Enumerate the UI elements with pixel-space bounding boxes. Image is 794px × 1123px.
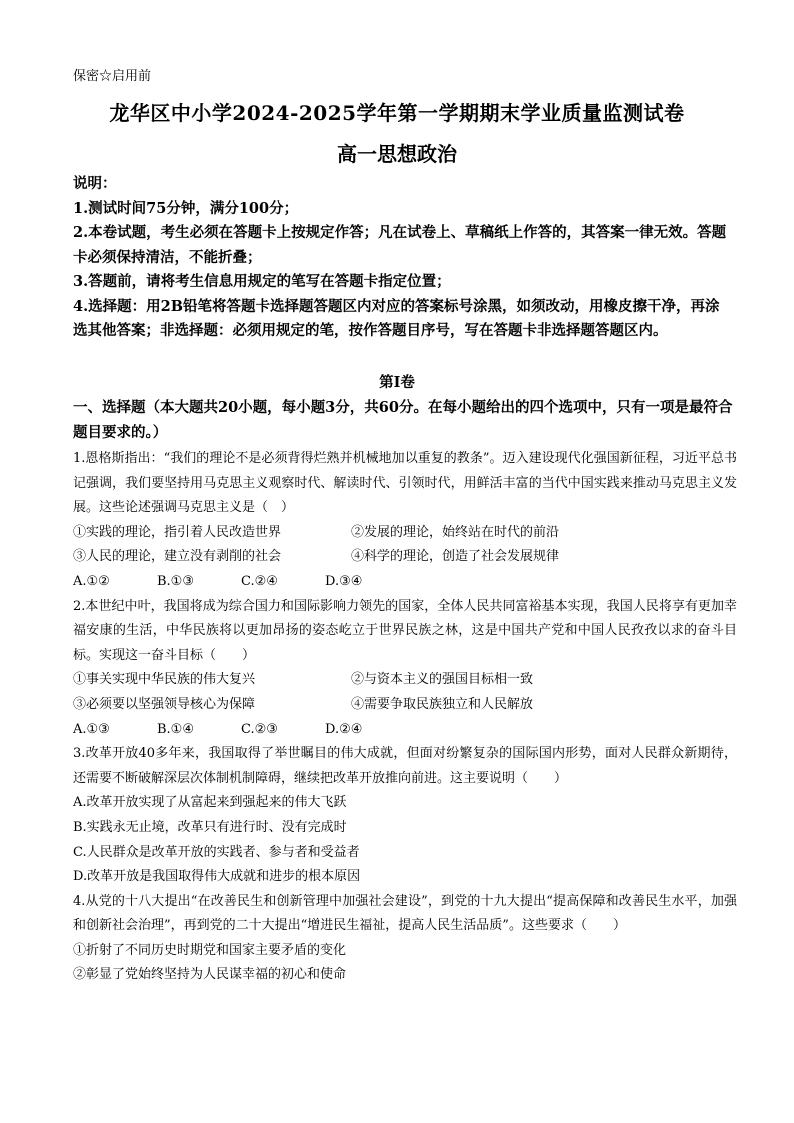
- choice-option: A.改革开放实现了从富起来到强起来的伟大飞跃: [73, 795, 347, 811]
- instruction-item: 4.选择题：用2B铅笔将答题卡选择题答题区内对应的答案标号涂黑，如须改动，用橡皮擦干净，再涂选其他答案；非选择题：必须用规定的笔，按作答题目序号，写在答题卡非选择题答题区内。: [73, 297, 720, 339]
- question-list: [73, 447, 737, 988]
- question-stem: 2.本世纪中叶，我国将成为综合国力和国际影响力领先的国家，全体人民共同富裕基本实现，我国人民将享有更加幸福安康的生活，中华民族将以更加昂扬的姿态屹立于世界民族之林，这是中国共产党和中国人民孜孜以求的奋斗目标。实现这一奋斗目标（ ）: [73, 598, 737, 663]
- answer-choice: B.①③: [157, 573, 194, 589]
- statement-option: ④科学的理论，创造了社会发展规律: [351, 549, 560, 565]
- confidential-label: 保密☆启用前: [73, 69, 152, 84]
- statement-option: ③必须要以坚强领导核心为保障: [73, 696, 256, 712]
- question-stem: 1.恩格斯指出：“我们的理论不是必须背得烂熟并机械地加以重复的教条”。迈入建设现代化强国新征程，习近平总书记强调，我们要坚持用马克思主义观察时代、解读时代、引领时代，用鲜活丰富的当代中国实践来推动马克思主义发展。这些论述强调马克思主义是（ ）: [73, 451, 737, 516]
- statement-option: ①事关实现中华民族的伟大复兴: [73, 672, 256, 688]
- instruction-item: 1.测试时间75分钟，满分100分；: [73, 199, 299, 217]
- exam-title: 龙华区中小学2024-2025学年第一学期期末学业质量监测试卷: [109, 101, 685, 125]
- instructions-heading: 说明：: [73, 175, 117, 192]
- option-row: [73, 668, 737, 693]
- answer-choice: B.①④: [157, 721, 194, 737]
- answer-choice: C.②③: [241, 721, 278, 737]
- answer-choice: D.②④: [325, 721, 363, 737]
- statement-option: ①实践的理论，指引着人民改造世界: [73, 524, 282, 540]
- statement-option: ②发展的理论，始终站在时代的前沿: [351, 524, 560, 540]
- answer-choices: [73, 570, 737, 595]
- answer-choice: A.①③: [73, 721, 110, 737]
- answer-choice: A.①②: [73, 573, 110, 589]
- instruction-item: 3.答题前，请将考生信息用规定的笔写在答题卡指定位置；: [73, 273, 451, 290]
- option-row: [73, 545, 737, 570]
- volume-heading: 第Ⅰ卷: [379, 374, 415, 391]
- exam-subtitle: 高一思想政治: [337, 142, 457, 166]
- statement-option: ②彰显了党始终坚持为人民谋幸福的初心和使命: [73, 967, 347, 983]
- instruction-item: 2.本卷试题，考生必须在答题卡上按规定作答；凡在试卷上、草稿纸上作答的，其答案一律无效。答题卡必须保持清洁，不能折叠；: [73, 224, 727, 266]
- question-stem: 4.从党的十八大提出“在改善民生和创新管理中加强社会建设”，到党的十九大提出“提高保障和改善民生水平，加强和创新社会治理”，再到党的二十大提出“增进民生福祉，提高人民生活品质”。这些要求（ ）: [73, 893, 737, 934]
- choice-option: C.人民群众是改革开放的实践者、参与者和受益者: [73, 844, 360, 860]
- question-stem: 3.改革开放40多年来，我国取得了举世瞩目的伟大成就，但面对纷繁复杂的国际国内形势，面对人民群众新期待，还需要不断破解深层次体制机制障碍，继续把改革开放推向前进。这主要说明（ ）: [73, 746, 737, 786]
- choice-option: B.实践永无止境，改革只有进行时、没有完成时: [73, 819, 347, 835]
- statement-option: ③人民的理论，建立没有剥削的社会: [73, 549, 282, 565]
- section-title: 一、选择题（本大题共20小题，每小题3分，共60分。在每小题给出的四个选项中，只有一项是最符合题目要求的。）: [73, 399, 733, 441]
- option-row: [73, 693, 737, 718]
- statement-option: ①折射了不同历史时期党和国家主要矛盾的变化: [73, 942, 347, 958]
- choice-option: D.改革开放是我国取得伟大成就和进步的根本原因: [73, 869, 361, 885]
- statement-option: ④需要争取民族独立和人民解放: [351, 696, 534, 712]
- answer-choices: [73, 718, 737, 743]
- instructions: [73, 172, 733, 344]
- statement-option: ②与资本主义的强国目标相一致: [351, 672, 534, 688]
- option-row: [73, 521, 737, 546]
- answer-choice: C.②④: [241, 573, 278, 589]
- answer-choice: D.③④: [325, 573, 363, 589]
